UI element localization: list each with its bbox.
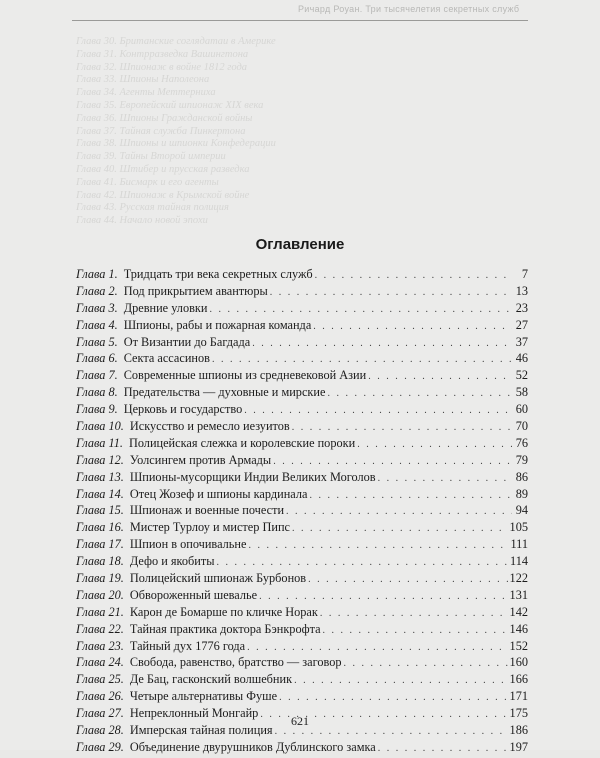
chapter-label: Глава 22. <box>76 621 124 636</box>
dot-leader <box>344 656 508 673</box>
dot-leader <box>279 690 507 707</box>
ghost-line: Глава 40. Штибер и прусская разведка <box>76 163 250 175</box>
ghost-line: Глава 39. Тайны Второй империи <box>76 151 226 163</box>
dot-leader <box>308 572 507 589</box>
chapter-title: Под прикрытием авантюры <box>123 283 268 298</box>
chapter-label: Глава 16. <box>76 520 124 535</box>
chapter-page: 58 <box>515 385 528 400</box>
chapter-title: Шпионаж и военные почести <box>129 503 285 518</box>
chapter-page: 146 <box>509 621 528 636</box>
toc-entry[interactable] <box>76 486 528 503</box>
dot-leader <box>378 741 508 758</box>
chapter-label: Глава 3. <box>76 300 118 315</box>
chapter-label: Глава 10. <box>76 419 124 434</box>
ghost-line: Глава 36. Шпионы Гражданской войны <box>76 112 253 124</box>
chapter-page: 114 <box>510 554 528 569</box>
chapter-page: 7 <box>521 267 528 281</box>
dot-leader <box>378 471 512 488</box>
toc-entry[interactable] <box>76 638 528 655</box>
chapter-label: Глава 29. <box>76 739 124 754</box>
chapter-title: От Византии до Багдада <box>123 334 251 349</box>
toc-entry[interactable] <box>76 435 528 452</box>
chapter-title: Древние уловки <box>123 300 208 315</box>
ghost-line: Глава 32. Шпионаж в войне 1812 года <box>76 61 248 73</box>
chapter-label: Глава 21. <box>76 604 124 619</box>
chapter-title: Полицейская слежка и королевские пороки <box>128 435 356 450</box>
toc-entry[interactable] <box>76 317 528 334</box>
dot-leader <box>320 606 508 623</box>
chapter-title: Шпион в опочивальне <box>129 537 247 552</box>
chapter-title: Тайный дух 1776 года <box>129 638 246 653</box>
chapter-title: Полицейский шпионаж Бурбонов <box>129 571 307 586</box>
ghost-line: Глава 44. Начало новой эпохи <box>76 215 208 227</box>
toc-entry[interactable] <box>76 266 528 283</box>
toc-entry[interactable] <box>76 350 528 367</box>
toc-entry[interactable] <box>76 401 528 418</box>
chapter-title: Непреклонный Монгайр <box>129 706 259 721</box>
chapter-title: Обвороженный шевалье <box>129 587 258 602</box>
chapter-page: 37 <box>515 334 528 349</box>
chapter-label: Глава 7. <box>76 368 118 383</box>
dot-leader <box>309 488 512 505</box>
dot-leader <box>357 437 512 454</box>
toc-entry[interactable] <box>76 502 528 519</box>
chapter-label: Глава 24. <box>76 655 124 670</box>
chapter-page: 86 <box>515 469 528 484</box>
chapter-page: 142 <box>509 604 528 619</box>
chapter-page: 131 <box>509 587 528 602</box>
chapter-label: Глава 18. <box>76 554 124 569</box>
dot-leader <box>248 538 508 555</box>
chapter-page: 160 <box>509 655 528 670</box>
chapter-title: Дефо и якобиты <box>129 554 215 569</box>
chapter-title: Имперская тайная полиция <box>129 723 273 738</box>
chapter-page: 171 <box>509 689 528 704</box>
dot-leader <box>292 521 508 538</box>
chapter-label: Глава 17. <box>76 537 124 552</box>
chapter-page: 76 <box>515 435 528 450</box>
chapter-label: Глава 4. <box>76 317 118 332</box>
chapter-page: 94 <box>515 503 528 518</box>
chapter-label: Глава 1. <box>76 267 118 281</box>
chapter-label: Глава 2. <box>76 283 118 298</box>
chapter-page: 46 <box>515 351 528 366</box>
chapter-title: Карон де Бомарше по кличке Норак <box>129 604 318 619</box>
chapter-page: 186 <box>509 723 528 738</box>
ghost-line: Глава 30. Британские соглядатаи в Америке <box>76 36 276 47</box>
chapter-title: Мистер Турлоу и мистер Пипс <box>129 520 290 535</box>
toc-entry[interactable] <box>76 418 528 435</box>
ghost-line: Глава 37. Тайная служба Пинкертона <box>76 125 246 137</box>
chapter-label: Глава 26. <box>76 689 124 704</box>
dot-leader <box>294 673 507 690</box>
dot-leader <box>368 369 512 386</box>
ghost-line: Глава 34. Агенты Меттерниха <box>76 87 216 99</box>
chapter-title: Тайная практика доктора Бэнкрофта <box>129 621 321 636</box>
chapter-page: 152 <box>509 638 528 653</box>
chapter-page: 52 <box>515 368 528 383</box>
chapter-page: 197 <box>509 739 528 754</box>
dot-leader <box>327 386 512 403</box>
chapter-title: Церковь и государство <box>123 402 243 417</box>
chapter-title: Де Бац, гасконский волшебник <box>129 672 293 687</box>
ghost-line: Глава 35. Европейский шпионаж XIX века <box>76 99 264 111</box>
chapter-title: Искусство и ремесло иезуитов <box>129 419 290 434</box>
dot-leader <box>323 623 508 640</box>
toc-entry[interactable] <box>76 300 528 317</box>
ghost-line: Глава 38. Шпионы и шпионки Конфедерации <box>76 138 276 150</box>
toc-entry[interactable] <box>76 519 528 536</box>
header-rule <box>72 20 528 21</box>
chapter-label: Глава 20. <box>76 587 124 602</box>
dot-leader <box>252 336 512 353</box>
chapter-title: Предательства — духовные и мирские <box>123 385 326 400</box>
toc-entry[interactable] <box>76 671 528 688</box>
chapter-title: Свобода, равенство, братство — заговор <box>129 655 342 670</box>
toc-entry[interactable] <box>76 570 528 587</box>
chapter-label: Глава 19. <box>76 571 124 586</box>
toc-entry[interactable] <box>76 654 528 671</box>
chapter-page: 70 <box>515 419 528 434</box>
chapter-label: Глава 12. <box>76 452 124 467</box>
toc-entry[interactable] <box>76 739 528 756</box>
chapter-label: Глава 25. <box>76 672 124 687</box>
toc-entry[interactable] <box>76 587 528 604</box>
chapter-page: 122 <box>509 571 528 586</box>
chapter-label: Глава 27. <box>76 706 124 721</box>
toc-entry[interactable] <box>76 384 528 401</box>
chapter-label: Глава 5. <box>76 334 118 349</box>
chapter-title: Тридцать три века секретных служб <box>123 267 313 281</box>
chapter-page: 175 <box>509 706 528 721</box>
chapter-title: Современные шпионы из средневековой Азии <box>123 368 367 383</box>
chapter-label: Глава 9. <box>76 402 118 417</box>
dot-leader <box>270 285 512 302</box>
toc-entry[interactable] <box>76 536 528 553</box>
toc-entry[interactable] <box>76 604 528 621</box>
ghost-line: Глава 31. Контрразведка Вашингтона <box>76 48 249 60</box>
toc-title: Оглавление <box>255 236 345 253</box>
chapter-page: 79 <box>515 452 528 467</box>
chapter-title: Шпионы-мусорщики Индии Великих Моголов <box>129 469 376 484</box>
chapter-title: Четыре альтернативы Фуше <box>129 689 278 704</box>
table-of-contents <box>76 266 528 756</box>
chapter-label: Глава 14. <box>76 486 124 501</box>
ghost-line: Глава 33. Шпионы Наполеона <box>76 74 210 86</box>
chapter-title: Секта ассасинов <box>123 351 210 366</box>
bleed-through-text <box>76 36 526 228</box>
toc-entry[interactable] <box>76 621 528 638</box>
page-number: 621 <box>291 714 309 728</box>
chapter-page: 89 <box>515 486 528 501</box>
chapter-page: 60 <box>515 402 528 417</box>
chapter-page: 13 <box>515 283 528 298</box>
chapter-label: Глава 13. <box>76 469 124 484</box>
running-head: Ричард Роуан. Три тысячелетия секретных служб <box>298 4 520 14</box>
chapter-label: Глава 28. <box>76 723 124 738</box>
toc-entry[interactable] <box>76 334 528 351</box>
chapter-label: Глава 11. <box>76 435 123 450</box>
toc-entry[interactable] <box>76 688 528 705</box>
chapter-label: Глава 8. <box>76 385 118 400</box>
dot-leader <box>315 268 512 285</box>
chapter-title: Шпионы, рабы и пожарная команда <box>123 317 312 332</box>
dot-leader <box>286 504 512 521</box>
dot-leader <box>313 319 512 336</box>
ghost-line: Глава 42. Шпионаж в Крымской войне <box>76 189 250 201</box>
chapter-title: Объединение двурушников Дублинского замка <box>129 739 376 754</box>
ghost-line: Глава 41. Бисмарк и его агенты <box>76 176 219 188</box>
chapter-label: Глава 15. <box>76 503 124 518</box>
ghost-line: Глава 43. Русская тайная полиция <box>76 202 229 214</box>
toc-entry[interactable] <box>76 469 528 486</box>
chapter-label: Глава 23. <box>76 638 124 653</box>
toc-entry[interactable] <box>76 367 528 384</box>
chapter-label: Глава 6. <box>76 351 118 366</box>
chapter-page: 111 <box>510 537 528 552</box>
chapter-page: 23 <box>515 300 528 315</box>
toc-entry[interactable] <box>76 452 528 469</box>
chapter-page: 105 <box>509 520 528 535</box>
toc-entry[interactable] <box>76 283 528 300</box>
chapter-title: Уолсингем против Армады <box>129 452 272 467</box>
chapter-page: 27 <box>515 317 528 332</box>
chapter-page: 166 <box>509 672 528 687</box>
chapter-title: Отец Жозеф и шпионы кардинала <box>129 486 308 501</box>
toc-entry[interactable] <box>76 553 528 570</box>
